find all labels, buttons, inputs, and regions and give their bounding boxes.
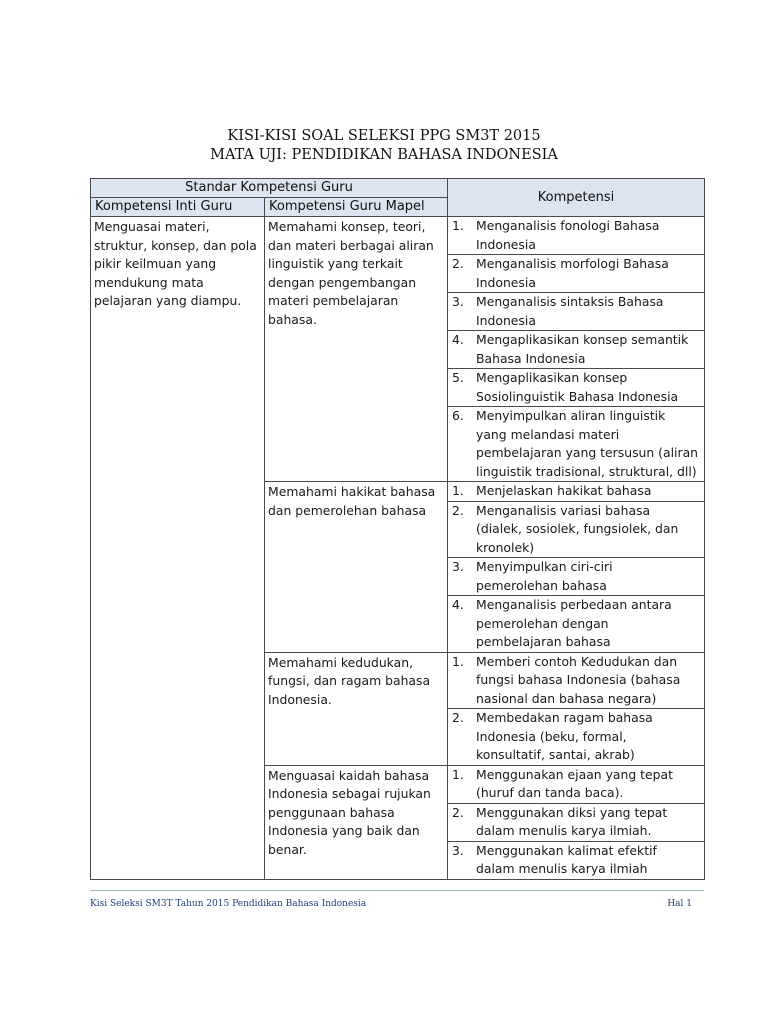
- list-item: 4. Menganalisis perbedaan antara pemerolehan dengan pembelajaran bahasa: [448, 596, 704, 652]
- list-item: 2. Membedakan ragam bahasa Indonesia (beku, formal, konsultatif, santai, akrab): [448, 709, 704, 765]
- list-item: 4. Mengaplikasikan konsep semantik Bahasa Indonesia: [448, 331, 704, 369]
- list-item: 5. Mengaplikasikan konsep Sosiolinguistik Bahasa Indonesia: [448, 369, 704, 407]
- mapel-cell: Memahami konsep, teori, dan materi berbagai aliran linguistik yang terkait dengan pengembangan materi pembelajaran bahasa.: [265, 217, 448, 482]
- page-number: Hal 1: [667, 899, 692, 909]
- document-title-line-2: MATA UJI: PENDIDIKAN BAHASA INDONESIA: [210, 147, 558, 163]
- competency-list: [448, 482, 704, 652]
- list-item: 3. Menyimpulkan ciri-ciri pemerolehan bahasa: [448, 558, 704, 596]
- competency-list: [448, 766, 704, 879]
- document-title-line-1: KISI-KISI SOAL SELEKSI PPG SM3T 2015: [227, 128, 541, 144]
- list-item: 1. Menganalisis fonologi Bahasa Indonesia: [452, 218, 660, 252]
- kompetensi-inti-cell: Menguasai materi, struktur, konsep, dan pola pikir keilmuan yang mendukung mata pelajaran yang diampu.: [91, 217, 265, 880]
- list-item: 2. Menganalisis variasi bahasa (dialek, sosiolek, fungsiolek, dan kronolek): [448, 501, 704, 558]
- page-footer: [90, 890, 704, 912]
- list-item: 1. Menjelaskan hakikat bahasa: [452, 483, 652, 498]
- list-item: 3. Menggunakan kalimat efektif dalam menulis karya ilmiah: [448, 841, 704, 879]
- header-standar-kompetensi: Standar Kompetensi Guru: [91, 179, 448, 198]
- list-item: 3. Menganalisis sintaksis Bahasa Indonesia: [448, 293, 704, 331]
- mapel-cell: Memahami kedudukan, fungsi, dan ragam bahasa Indonesia.: [265, 652, 448, 765]
- mapel-cell: Memahami hakikat bahasa dan pemerolehan bahasa: [265, 482, 448, 653]
- competency-table: [90, 178, 705, 880]
- mapel-cell: Menguasai kaidah bahasa Indonesia sebagai rujukan penggunaan bahasa Indonesia yang baik dan benar.: [265, 765, 448, 879]
- list-item: 1. Memberi contoh Kedudukan dan fungsi bahasa Indonesia (bahasa nasional dan bahasa negara): [452, 653, 681, 706]
- header-kompetensi-inti: Kompetensi Inti Guru: [91, 198, 265, 217]
- competency-list: [448, 217, 704, 481]
- footer-text: Kisi Seleksi SM3T Tahun 2015 Pendidikan Bahasa Indonesia: [90, 899, 367, 909]
- list-item: 1. Menggunakan ejaan yang tepat (huruf dan tanda baca).: [452, 766, 673, 800]
- list-item: 6. Menyimpulkan aliran linguistik yang melandasi materi pembelajaran yang tersusun (aliran linguistik tradisional, struktural, dll): [448, 407, 704, 482]
- list-item: 2. Menggunakan diksi yang tepat dalam menulis karya ilmiah.: [448, 803, 704, 841]
- list-item: 2. Menganalisis morfologi Bahasa Indonesia: [448, 255, 704, 293]
- header-kompetensi: Kompetensi: [448, 179, 705, 217]
- competency-list: [448, 653, 704, 765]
- header-kompetensi-mapel: Kompetensi Guru Mapel: [265, 198, 448, 217]
- table-row: [91, 217, 705, 482]
